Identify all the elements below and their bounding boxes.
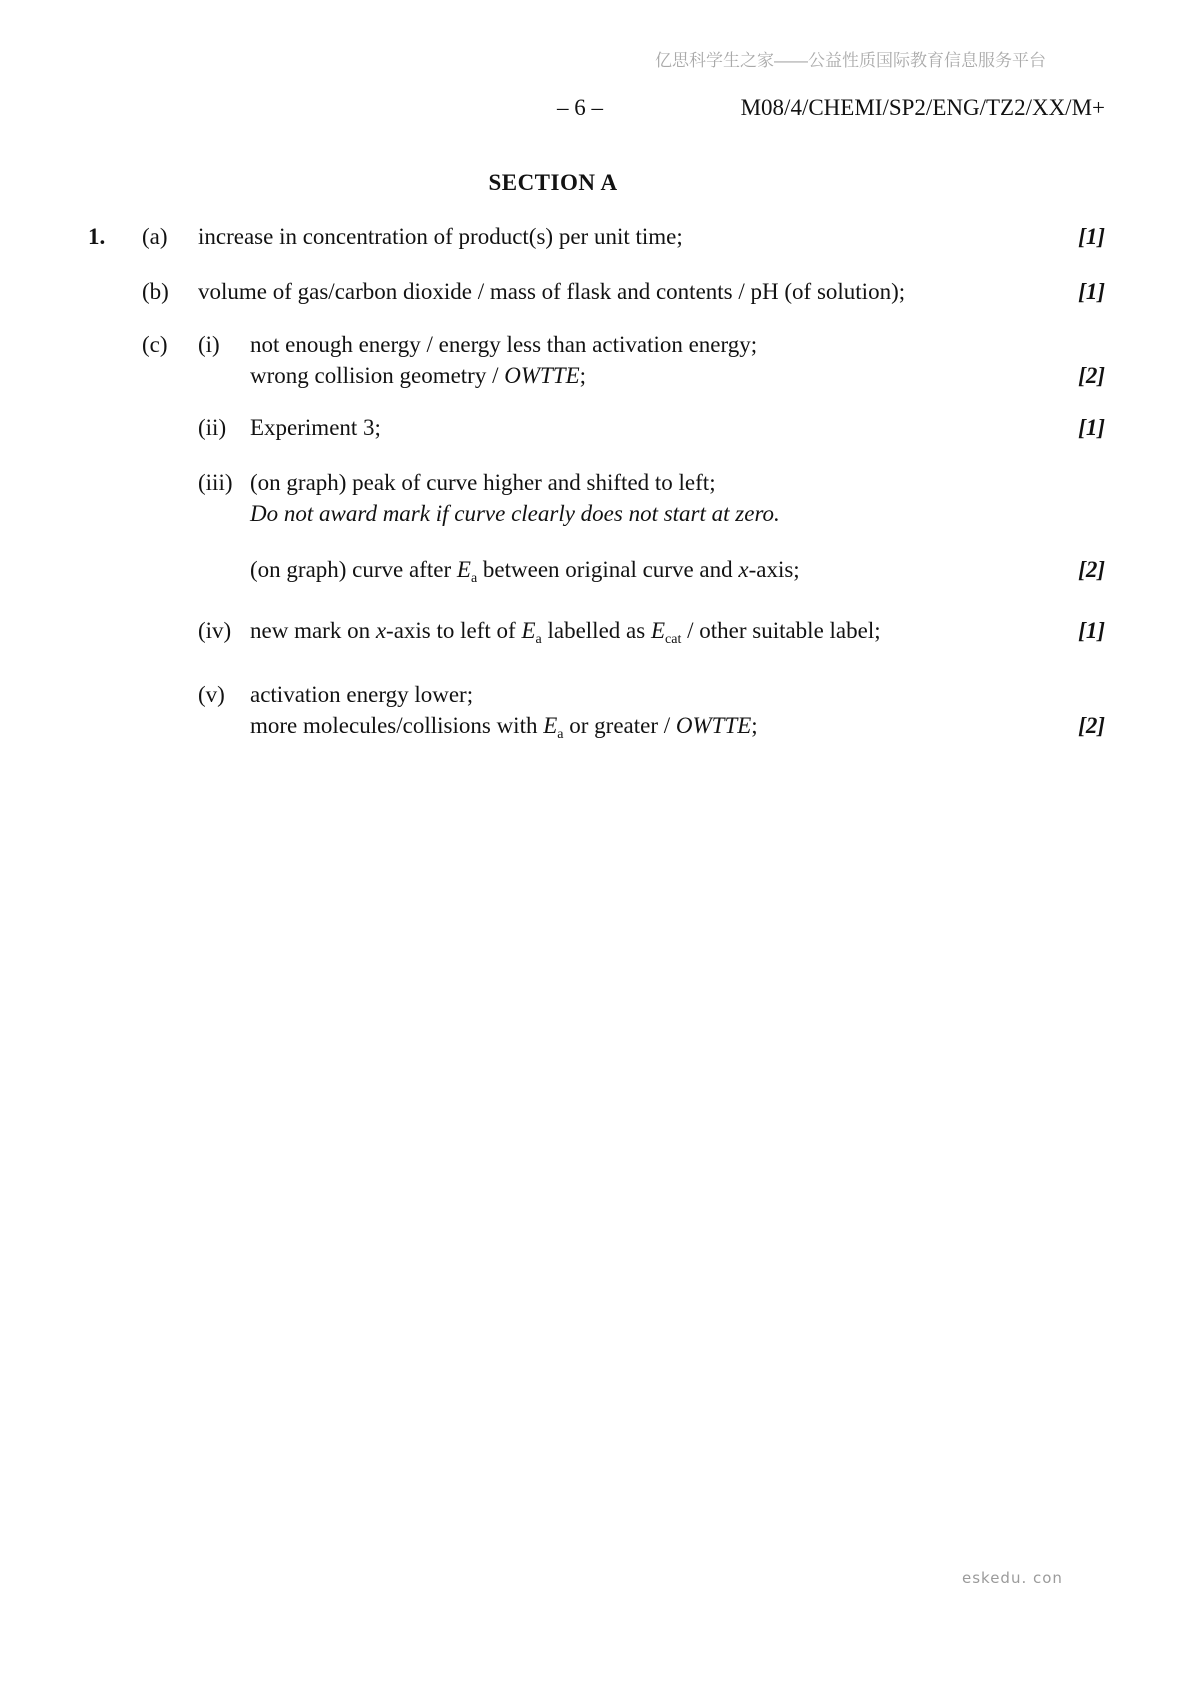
text-segment: cat — [665, 632, 682, 647]
site-banner-text: 亿思科学生之家——公益性质国际教育信息服务平台 — [655, 51, 1046, 70]
marks-badge: [2] — [1078, 557, 1105, 582]
text-segment: Experiment 3; — [250, 415, 381, 440]
subpart-roman: (i) — [198, 332, 220, 357]
answer-row-1a — [88, 221, 1105, 252]
answer-row-1c-ii — [88, 412, 1105, 443]
footer-watermark: eskedu. con — [962, 1569, 1063, 1587]
text-segment: wrong collision geometry / — [250, 363, 505, 388]
text-segment: x — [738, 557, 749, 582]
question-number: 1. — [88, 224, 106, 249]
text-segment: OWTTE — [675, 713, 752, 738]
text-segment: not enough energy / energy less than activation energy; — [250, 332, 758, 357]
answer-row-1b — [88, 276, 1105, 307]
text-segment: (on graph) peak of curve higher and shifted to left; — [250, 470, 716, 495]
text-segment: x — [375, 618, 387, 643]
text-segment: more molecules/collisions with — [250, 713, 544, 738]
text-segment: / other suitable label; — [681, 618, 881, 643]
answer-line — [250, 467, 1050, 498]
answer-line — [250, 710, 1050, 750]
marks-badge — [1050, 467, 1105, 529]
text-segment: E — [521, 618, 536, 643]
text-segment: a — [557, 727, 564, 742]
marks-badge: [1] — [1078, 618, 1105, 643]
answer-row-1c-iii-cont — [88, 554, 1105, 594]
text-segment: labelled as — [541, 618, 651, 643]
answer-line — [198, 221, 1050, 252]
text-segment: OWTTE — [504, 363, 580, 388]
answer-text — [250, 554, 1050, 594]
part-letter: (a) — [142, 224, 168, 249]
text-segment: -axis to left of — [386, 618, 522, 643]
part-letter: (c) — [142, 332, 168, 357]
text-segment: increase in concentration of product(s) per unit time; — [198, 224, 683, 249]
subpart-roman: (v) — [198, 682, 225, 707]
text-segment: a — [535, 632, 542, 647]
answer-text — [198, 276, 1050, 307]
text-segment: (on graph) curve after — [250, 557, 457, 582]
marks-badge: [1] — [1078, 224, 1105, 249]
text-segment: a — [470, 571, 478, 586]
text-segment: E — [543, 713, 558, 738]
answer-line — [250, 554, 1050, 594]
part-letter: (b) — [142, 279, 169, 304]
marks-badge: [2] — [1078, 363, 1105, 388]
section-title: SECTION A — [488, 170, 618, 195]
answer-line — [198, 276, 1050, 307]
page-number: – 6 – — [557, 95, 603, 120]
text-segment: E — [456, 557, 471, 582]
answer-text — [250, 615, 1050, 655]
subpart-roman: (ii) — [198, 415, 227, 440]
text-segment: Do not award mark if curve clearly does not start at zero. — [250, 501, 780, 526]
answer-note-line — [250, 498, 1050, 529]
answer-row-1c-iii — [88, 467, 1105, 529]
text-segment: or greater / — [563, 713, 676, 738]
marks-badge: [1] — [1078, 415, 1105, 440]
answer-line — [250, 679, 1050, 710]
answer-row-1c-iv — [88, 615, 1105, 655]
answer-line — [250, 615, 1050, 655]
answer-text — [198, 221, 1050, 252]
answer-row-1c-v — [88, 679, 1105, 750]
text-segment: new mark on — [250, 618, 376, 643]
marks-badge: [2] — [1078, 713, 1105, 738]
answer-text — [250, 467, 1050, 529]
marks-badge: [1] — [1078, 279, 1105, 304]
answer-text — [250, 412, 1050, 443]
subpart-roman: (iii) — [198, 470, 233, 495]
answer-text — [250, 679, 1050, 750]
text-segment: ; — [579, 363, 587, 388]
answer-row-1c-i — [88, 329, 1105, 391]
text-segment: E — [650, 618, 666, 643]
text-segment: between original curve and — [477, 557, 739, 582]
document-code: M08/4/CHEMI/SP2/ENG/TZ2/XX/M+ — [740, 95, 1105, 120]
text-segment: volume of gas/carbon dioxide / mass of flask and contents / pH (of solution); — [198, 279, 906, 304]
answer-line — [250, 412, 1050, 443]
answer-line — [250, 329, 1050, 360]
answer-text — [250, 329, 1050, 391]
text-segment: activation energy lower; — [250, 682, 474, 707]
answer-line — [250, 360, 1050, 391]
text-segment: -axis; — [748, 557, 800, 582]
subpart-roman: (iv) — [198, 618, 232, 643]
text-segment: ; — [751, 713, 758, 738]
